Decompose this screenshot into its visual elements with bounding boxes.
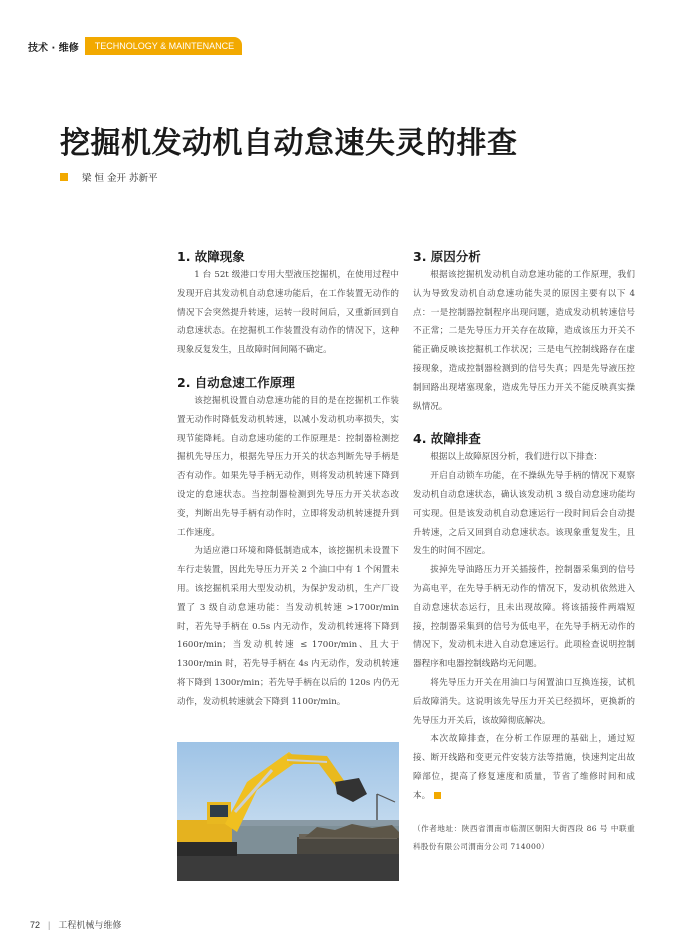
section-tag-en: TECHNOLOGY & MAINTENANCE [85,37,242,55]
section-4-paragraph: 将先导压力开关在用油口与闲置油口互换连接，试机后故障消失。这说明该先导压力开关已经损坏，更换新的先导压力开关后，该故障彻底解决。 [413,677,635,726]
author-marker-icon [60,173,68,181]
end-mark-icon [434,792,441,799]
author-line [60,170,158,184]
page-number: 72 [30,920,41,930]
author-address: （作者地址：陕西省渭南市临渭区朝阳大街西段 86 号 中联重科股份有限公司渭南分公司 714000） [413,823,635,851]
section-tag [28,36,242,56]
excavator-photo [177,742,399,881]
section-2-heading: 2. 自动怠速工作原理 [177,374,295,390]
right-column [413,248,635,856]
section-2-paragraph: 为适应港口环境和降低制造成本，该挖掘机未设置下车行走装置，因此先导压力开关 2 个油口中有 1 个闲置未用。该挖掘机采用大型发动机，为保护发动机，生产厂设置了 3 级自动怠速功能：当发动机转速 >1700r/min 时，若先导手柄在 0.5s 内无动作，发动机转速将下降到 1600r/min；当发动机转速 ≤ 1700r/min、且大于 1300r/min 时，若先导手柄在 4s 内无动作，发动机转速将下降到 1300r/min；若先导手柄在以后的 120s 内仍无动作，发动机转速就会下降到 1100r/min。 [177,546,399,707]
section-3-paragraph: 根据该挖掘机发动机自动怠速功能的工作原理，我们认为导致发动机自动怠速功能失灵的原因主要有以下 4 点：一是控制器控制程序出现问题，造成发动机转速信号不正常；二是先导压力开关存在故障，造成该压力开关不能正确反映该挖掘机工作状况；三是电气控制线路存在虚接现象，造成控制器检测到的信号失真；四是先导液压控制回路出现堵塞现象，造成先导压力开关不能反映真实操纵情况。 [413,270,635,412]
page-footer [30,918,121,931]
footer-divider: | [48,920,51,930]
journal-name: 工程机械与维修 [58,920,122,930]
section-4-final-text: 本次故障排查，在分析工作原理的基础上，通过短接、断开线路和变更元件安装方法等措施，快速判定出故障部位，提高了修复速度和质量，节省了维修时间和成本。 [413,734,635,801]
excavator-illustration [177,742,399,881]
section-4-paragraph: 开启自动锁车功能，在不操纵先导手柄的情况下观察发动机自动怠速状态，确认该发动机 3 级自动怠速功能均可实现。但是该发动机自动怠速运行一段时间后会自动提升转速，之后又回到自动怠速状态。该现象重复发生，且发生的时间不固定。 [413,471,635,557]
section-3-heading: 3. 原因分析 [413,249,481,264]
article-title: 挖掘机发动机自动怠速失灵的排查 [60,126,518,161]
section-4-heading: 4. 故障排查 [413,431,481,447]
section-4-paragraph: 拔掉先导油路压力开关插接件，控制器采集到的信号为高电平，在先导手柄无动作的情况下，发动机依然进入自动怠速状态运行，且未出现故障。将该插接件两端短接，控制器采集到的信号为低电平，在先导手柄无动作的情况下，发动机未进入自动怠速运行。此项检查说明控制器程序和电器控制线路均无问题。 [413,565,635,670]
section-2-paragraph: 该挖掘机设置自动怠速功能的目的是在挖掘机工作装置无动作时降低发动机转速，以减小发动机功率损失，实现节能降耗。自动怠速功能的工作原理是：控制器检测挖掘机先导压力，根据先导压力开关的状态判断先导手柄是否有动作。如果先导手柄无动作，则将发动机转速下降到设定的怠速状态。当控制器检测到先导压力开关状态改变，判断出先导手柄有动作时，立即将发动机转速提升到工作速度。 [177,395,399,538]
section-1-heading: 1. 故障现象 [177,249,245,264]
authors: 梁 恒 金开 苏新平 [82,173,158,184]
left-column [177,248,399,712]
section-4-paragraph: 根据以上故障原因分析，我们进行以下排查： [430,452,603,463]
section-4-final-paragraph [413,730,635,805]
section-tag-cn: 技术 · 维修 [28,42,79,54]
section-1-paragraph: 1 台 52t 级港口专用大型液压挖掘机，在使用过程中发现开启其发动机自动怠速功能后，在工作装置无动作的情况下会突然提升转速，运转一段时间后，又重新回到自动怠速状态。在挖掘机工作装置没有动作的情况下，这种现象反复发生，且故障时间间隔不确定。 [177,270,399,356]
